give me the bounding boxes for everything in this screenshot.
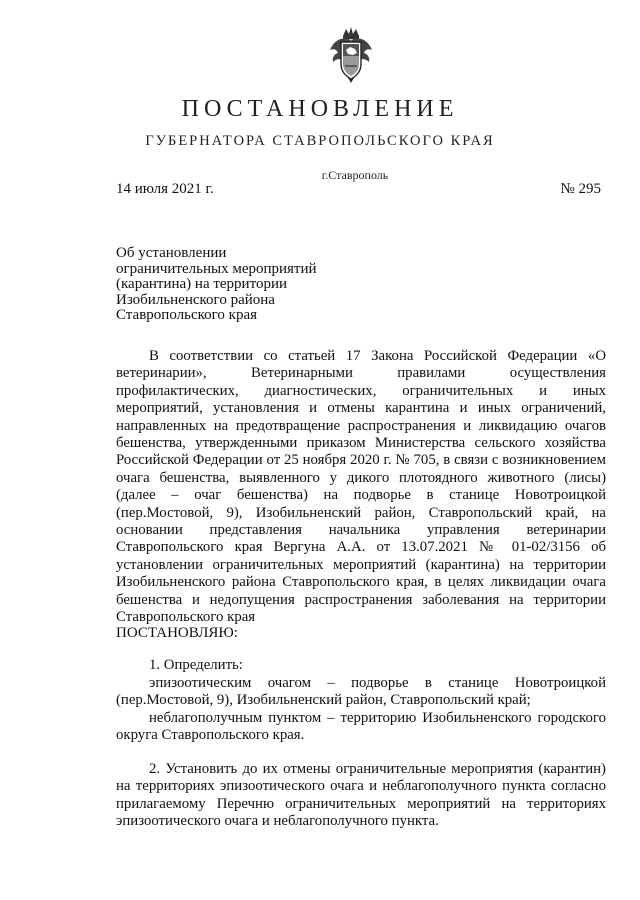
clause-1-focus-definition: эпизоотическим очагом – подворье в станице Новотроицкой (пер.Мостовой, 9), Изобильненский район, Ставропольский край; bbox=[116, 675, 606, 709]
document-city: г.Ставрополь bbox=[321, 168, 389, 182]
document-title: ПОСТАНОВЛЕНИЕ bbox=[181, 96, 459, 122]
resolve-heading: ПОСТАНОВЛЯЮ: bbox=[116, 625, 238, 641]
document-subject bbox=[116, 246, 376, 324]
document-date: 14 июля 2021 г. bbox=[116, 181, 214, 197]
preamble-paragraph: В соответствии со статьей 17 Закона Российской Федерации «О ветеринарии», Ветеринарными правилами осуществления профилактических, диагностических, ограничительных и иных мероприятий, установления и отмены карантина и иных ограничений, направленных на предотвращение распространения и ликвидацию очагов бешенства, утвержденными приказом Министерства сельского хозяйства Российской Федерации от 25 ноября 2020 г. № 705, в связи с возникновением очага бешенства, выявленного у дикого плотоядного животного (лисы) (далее – очаг бешенства) на подворье в станице Новотроицкой (пер.Мостовой, 9), Изобильненский район, Ставропольский край, на основании представления начальника управления ветеринарии Ставропольского края Вергуна А.А. от 13.07.2021 № 01-02/3156 об установлении ограничительных мероприятий (карантина) на территории Изобильненского района Ставропольского края, в целях ликвидации очага бешенства и недопущения распространения заболевания на территории Ставропольского края bbox=[116, 348, 606, 626]
stavropol-coat-of-arms-icon bbox=[328, 26, 374, 84]
clause-2-paragraph: 2. Установить до их отмены ограничительные мероприятия (карантин) на территориях эпизоотического очага и неблагополучного пункта согласно прилагаемому Перечню ограничительных мероприятий на территориях эпизоотического очага и неблагополучного пункта. bbox=[116, 761, 606, 830]
clause-1-heading: 1. Определить: bbox=[149, 657, 243, 673]
document-number: № 295 bbox=[560, 181, 601, 197]
document-issuer: ГУБЕРНАТОРА СТАВРОПОЛЬСКОГО КРАЯ bbox=[145, 133, 495, 149]
subject-line: Ставропольского края bbox=[116, 307, 257, 323]
clause-1-area-definition: неблагополучным пунктом – территорию Изобильненского городского округа Ставропольского края. bbox=[116, 710, 606, 744]
subject-line: Об установлении bbox=[116, 245, 227, 261]
subject-line: ограничительных мероприятий bbox=[116, 260, 317, 277]
subject-line: Изобильненского района bbox=[116, 291, 275, 308]
subject-line: (карантина) на территории bbox=[116, 276, 287, 292]
